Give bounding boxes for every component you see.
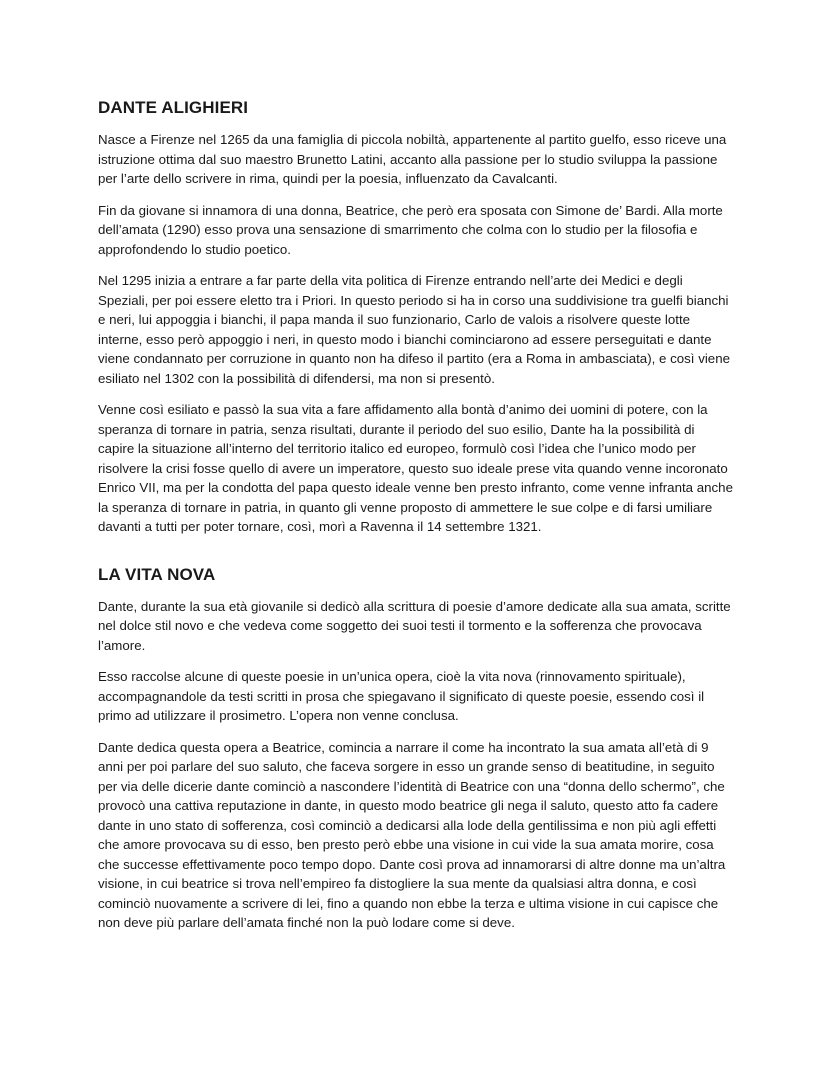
section-title: DANTE ALIGHIERI: [98, 98, 249, 117]
document-page: [98, 96, 734, 945]
paragraph: Fin da giovane si innamora di una donna, Beatrice, che però era sposata con Simone de’ Bardi. Alla morte dell’amata (1290) esso prova una sensazione di smarrimento che colma con lo studio per la filosofia e approfondendo lo studio poetico.: [98, 202, 723, 257]
paragraph: Esso raccolse alcune di queste poesie in un’unica opera, cioè la vita nova (rinnovamento spirituale), accompagnandole da testi scritti in prosa che spiegavano il significato di queste poesie, essendo così il primo ad utilizzare il prosimetro. L’opera non venne conclusa.: [98, 669, 705, 723]
section-dante-alighieri: [98, 96, 734, 537]
paragraph: Nasce a Firenze nel 1265 da una famiglia di piccola nobiltà, appartenente al partito guelfo, esso riceve una istruzione ottima dal suo maestro Brunetto Latini, accanto alla passione per lo studio sviluppa la passione per l’arte dello scrivere in rima, quindi per la poesia, influenzato da Cavalcanti.: [98, 132, 727, 186]
paragraph: Nel 1295 inizia a entrare a far parte della vita politica di Firenze entrando nell’arte dei Medici e degli Speziali, per poi essere eletto tra i Priori. In questo periodo si ha in corso una suddivisione tra guelfi bianchi e neri, lui appoggia i bianchi, il papa manda il suo funzionario, Carlo de valois a risolvere queste lotte interne, esso però appoggio i neri, in questo modo i bianchi cominciarono ad essere perseguitati e dante viene condannato per corruzione in quanto non ha difeso il partito (era a Roma in ambasciata), e così viene esiliato nel 1302 con la possibilità di difendersi, ma non si presentò.: [98, 273, 730, 386]
section-title: LA VITA NOVA: [98, 564, 216, 584]
paragraph: Dante dedica questa opera a Beatrice, comincia a narrare il come ha incontrato la sua amata all’età di 9 anni per poi parlare del suo saluto, che faceva sorgere in esso un grande senso di beatitudine, in seguito per via delle dicerie dante cominciò a nascondere l’identità di Beatrice con una “donna dello schermo”, che provocò una cattiva reputazione in dante, in questo modo beatrice gli nega il saluto, questo atto fa cadere dante in uno stato di sofferenza, così cominciò a dedicarsi alla lode della gentilissima e non più agli effetti che amore provocava su di esso, ben presto però ebbe una visione in cui vide la sua amata morire, cosa che successe effettivamente poco tempo dopo. Dante così prova ad innamorarsi di altre donne ma un’altra visione, in cui beatrice si trova nell’empireo fa distogliere la sua mente da qualsiasi altra donna, e così cominciò nuovamente a scrivere di lei, fino a quando non ebbe la terza e ultima visione in cui capisce che non deve più parlare dell’amata finché non la può lodare come si deve.: [98, 739, 726, 930]
paragraph: Venne così esiliato e passò la sua vita a fare affidamento alla bontà d’animo dei uomini di potere, con la speranza di tornare in patria, senza risultati, durante il periodo del suo esilio, Dante ha la possibilità di capire la situazione all’interno del territorio italico ed europeo, formulò così l’idea che l’unico modo per risolvere la crisi fosse quello di avere un imperatore, questo suo ideale prese vita quando venne incoronato Enrico VII, ma per la condotta del papa questo ideale venne ben presto infranto, come venne infranta anche la speranza di tornare in patria, in quanto gli venne proposto di ammettere le sue colpe e di farsi umiliare davanti a tutti per poter tornare, così, morì a Ravenna il 14 settembre 1321.: [98, 402, 733, 534]
paragraph: Dante, durante la sua età giovanile si dedicò alla scrittura di poesie d’amore dedicate alla sua amata, scritte nel dolce stil novo e che vedeva come soggetto dei suoi testi il tormento e la sofferenza che provocava l’amore.: [98, 598, 731, 653]
section-la-vita-nova: [98, 563, 734, 933]
